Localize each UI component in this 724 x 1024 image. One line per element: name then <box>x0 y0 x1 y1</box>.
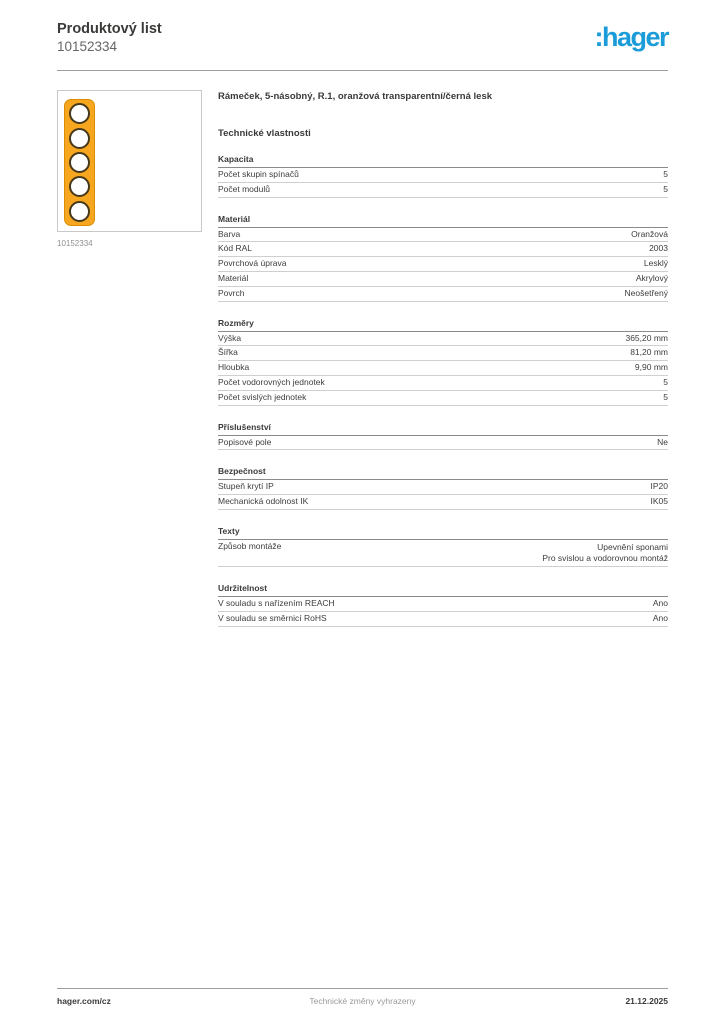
spec-row-label: Počet svislých jednotek <box>218 391 307 402</box>
spec-row <box>218 391 668 406</box>
spec-row-label: Barva <box>218 228 241 239</box>
product-image-column <box>57 90 202 643</box>
spec-row-label: V souladu se směrnicí RoHS <box>218 612 327 623</box>
header-title-block <box>57 20 162 55</box>
main-content <box>57 90 668 643</box>
spec-row-label: Počet skupin spínačů <box>218 169 299 179</box>
spec-row-value: Akrylový <box>635 272 668 283</box>
spec-row-value: 2003 <box>649 243 668 254</box>
product-name: Rámeček, 5-násobný, R.1, oranžová transparentní/černá lesk <box>218 91 493 102</box>
specs-heading: Technické vlastnosti <box>218 128 311 139</box>
section-title: Udržitelnost <box>218 583 668 597</box>
spec-row-value: 5 <box>663 391 668 402</box>
spec-row <box>218 597 668 612</box>
spec-section <box>218 583 668 627</box>
section-title: Texty <box>218 526 668 540</box>
footer-notice: Technické změny vyhrazeny <box>309 996 416 1006</box>
spec-row-value: 9,90 mm <box>634 362 668 373</box>
spec-row-value: IP20 <box>650 481 668 492</box>
spec-row-value: Neošetřený <box>624 287 668 298</box>
header <box>57 20 668 55</box>
hager-logo: :hager <box>594 22 668 52</box>
spec-row <box>218 361 668 376</box>
spec-row-value: 365,20 mm <box>625 332 668 343</box>
footer-website-link[interactable]: hager.com/cz <box>57 996 111 1006</box>
header-product-id: 10152334 <box>57 39 118 54</box>
frame-hole <box>69 201 90 222</box>
spec-row-label: Počet modulů <box>218 183 270 194</box>
spec-sections <box>218 154 668 627</box>
spec-row <box>218 436 668 451</box>
spec-row-value: 5 <box>663 376 668 387</box>
page-title: Produktový list <box>57 21 162 37</box>
spec-row <box>218 168 668 183</box>
spec-section <box>218 154 668 198</box>
spec-row-label: Povrchová úprava <box>218 258 287 269</box>
section-title: Rozměry <box>218 318 668 332</box>
spec-row-value: Ne <box>657 436 668 447</box>
spec-row <box>218 495 668 510</box>
spec-row-label: Způsob montáže <box>218 540 282 551</box>
spec-row-label: Povrch <box>218 287 245 298</box>
spec-row-label: Hloubka <box>218 362 250 373</box>
frame-hole <box>69 103 90 124</box>
section-title: Materiál <box>218 214 668 228</box>
spec-section <box>218 318 668 406</box>
spec-row <box>218 183 668 198</box>
spec-row-value: Lesklý <box>643 258 668 269</box>
spec-row-label: Počet vodorovných jednotek <box>218 376 325 387</box>
frame-hole <box>69 176 90 197</box>
specs-column <box>218 90 668 643</box>
spec-row-label: V souladu s nařízením REACH <box>218 597 335 608</box>
product-image <box>57 90 202 232</box>
footer <box>57 988 668 1006</box>
spec-row-label: Stupeň krytí IP <box>218 481 274 492</box>
spec-row-value: IK05 <box>650 496 668 507</box>
spec-row-label: Výška <box>218 332 242 343</box>
spec-row <box>218 332 668 347</box>
spec-row <box>218 287 668 302</box>
spec-section <box>218 422 668 451</box>
spec-row-value: 81,20 mm <box>630 347 668 358</box>
footer-date: 21.12.2025 <box>625 996 668 1006</box>
section-title: Příslušenství <box>218 422 668 436</box>
spec-row <box>218 257 668 272</box>
section-title: Bezpečnost <box>218 466 668 480</box>
spec-row <box>218 376 668 391</box>
spec-row <box>218 242 668 257</box>
frame-hole <box>69 128 90 149</box>
spec-row-label: Popisové pole <box>218 436 272 447</box>
spec-row <box>218 480 668 495</box>
spec-row-label: Kód RAL <box>218 243 253 254</box>
section-title: Kapacita <box>218 154 668 168</box>
product-image-caption: 10152334 <box>57 239 93 248</box>
spec-row-value: Ano <box>652 597 668 608</box>
spec-row <box>218 612 668 627</box>
header-divider <box>57 70 668 71</box>
spec-row-value: Oranžová <box>631 228 668 239</box>
spec-row <box>218 346 668 361</box>
spec-row <box>218 228 668 243</box>
spec-row-label: Šířka <box>218 347 238 358</box>
spec-row-value: 5 <box>663 169 668 179</box>
spec-section <box>218 466 668 510</box>
frame-hole <box>69 152 90 173</box>
spec-row-value: 5 <box>663 183 668 194</box>
spec-section <box>218 526 668 567</box>
spec-section <box>218 214 668 302</box>
spec-row <box>218 540 668 567</box>
spec-row-label: Materiál <box>218 272 249 283</box>
frame-illustration <box>64 99 95 226</box>
spec-row-value: Upevnění sponami Pro svislou a vodorovnou montáž <box>542 541 668 563</box>
spec-row-value: Ano <box>652 612 668 623</box>
spec-row-label: Mechanická odolnost IK <box>218 496 309 507</box>
spec-row <box>218 272 668 287</box>
